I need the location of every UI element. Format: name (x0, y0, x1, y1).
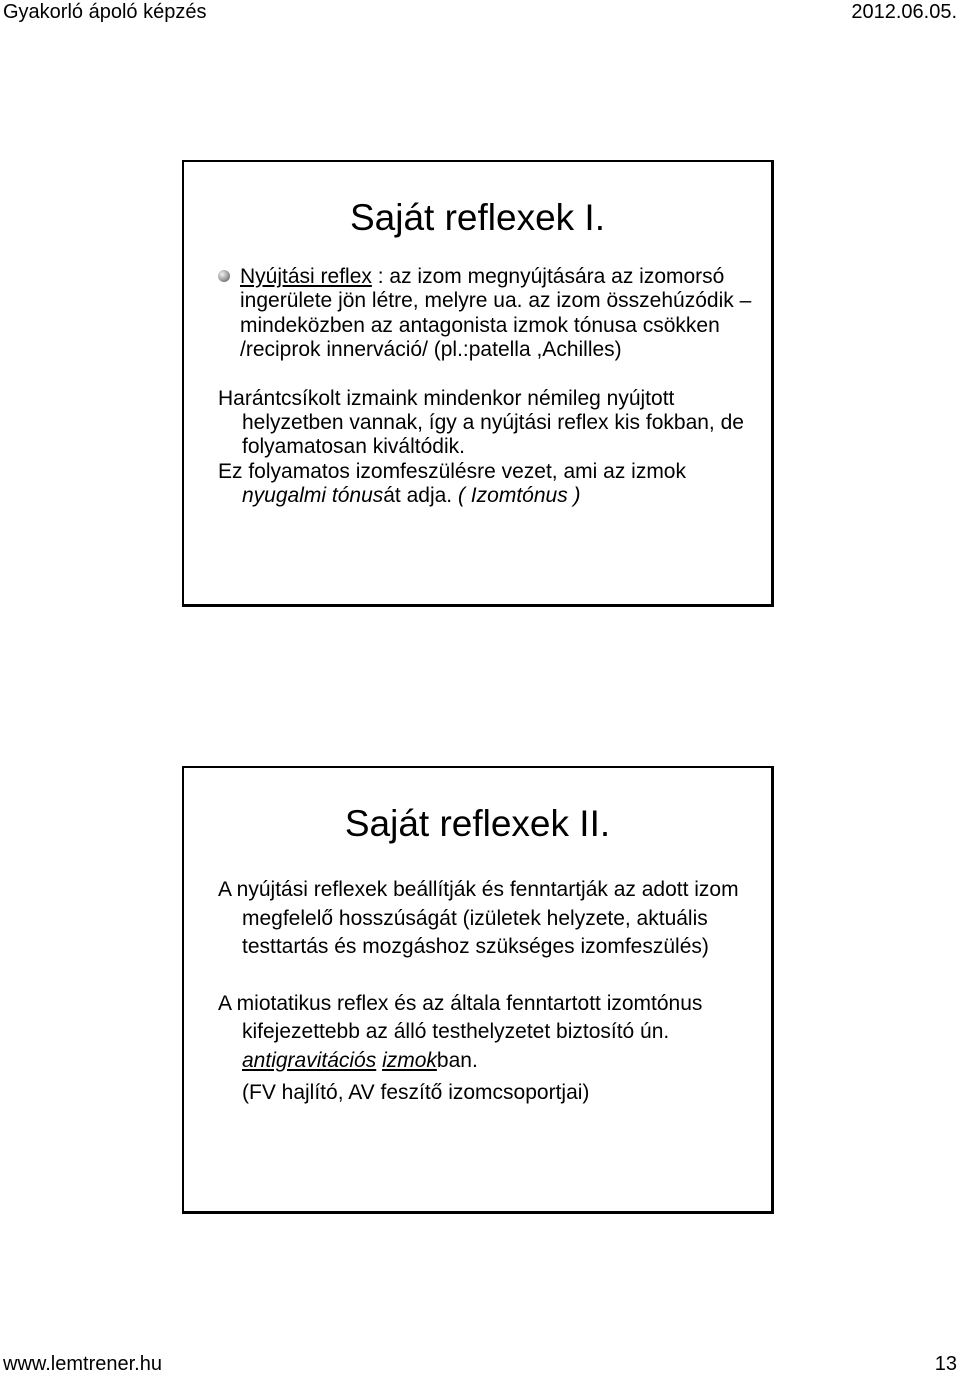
para2-text-2: ban. (436, 1048, 478, 1072)
slide-1-paragraph-1: Harántcsíkolt izmaink mindenkor némileg nyújtott helyzetben vannak, így a nyújtási reflex kis fokban, de folyamatosan kiváltódik. (218, 386, 744, 459)
slide-1-paragraph-2 (218, 460, 753, 509)
header-date: 2012.06.05. (851, 1, 957, 23)
para2-text-2: át adja. (383, 484, 458, 508)
bullet-text: : az izom megnyújtására az izomorsó ingerülete jön létre, melyre ua. az izom összehúzódik – mindeközben az antagonista izmok tónusa csökken /reciprok innerváció/ (pl.:patella ,Achilles) (240, 265, 752, 362)
slide-1-body (218, 265, 753, 509)
slide-2-title: Saját reflexek II. (344, 803, 611, 844)
para2-text-1: A miotatikus reflex és az általa fenntartott izomtónus kifejezettebb az álló testhelyzetet biztosító ún. (218, 991, 703, 1043)
slide-1 (182, 160, 774, 607)
term-nyujtasi-reflex: Nyújtási reflex (240, 265, 372, 288)
slide-1-title: Saját reflexek I. (349, 197, 605, 238)
slide-2-paragraph-3: (FV hajlító, AV feszítő izomcsoportjai) (242, 1081, 590, 1104)
slide-2-body (218, 876, 753, 1108)
slide-2-paragraph-2 (218, 990, 753, 1076)
slide-2-paragraph-1: A nyújtási reflexek beállítják és fenntartják az adott izom megfelelő hosszúságát (izületek helyzete, aktuális testtartás és mozgáshoz szükséges izomfeszülés) (218, 878, 739, 958)
footer-page-number: 13 (934, 1353, 957, 1375)
antigravitacios-link[interactable]: antigravitációs (242, 1048, 377, 1072)
bullet-icon (218, 270, 230, 282)
header-title: Gyakorló ápoló képzés (3, 1, 207, 23)
footer-site: www.lemtrener.hu (3, 1353, 162, 1375)
slide-2 (182, 766, 774, 1214)
izmok-link[interactable]: izmok (382, 1048, 437, 1072)
para2-text-1: Ez folyamatos izomfeszülésre vezet, ami az izmok (218, 459, 686, 483)
para2-italic-izomtonus: ( Izomtónus ) (457, 484, 581, 508)
para2-italic-nyugalmi-tonus: nyugalmi tónus (242, 484, 384, 508)
slide-1-bullet-paragraph (218, 265, 753, 363)
